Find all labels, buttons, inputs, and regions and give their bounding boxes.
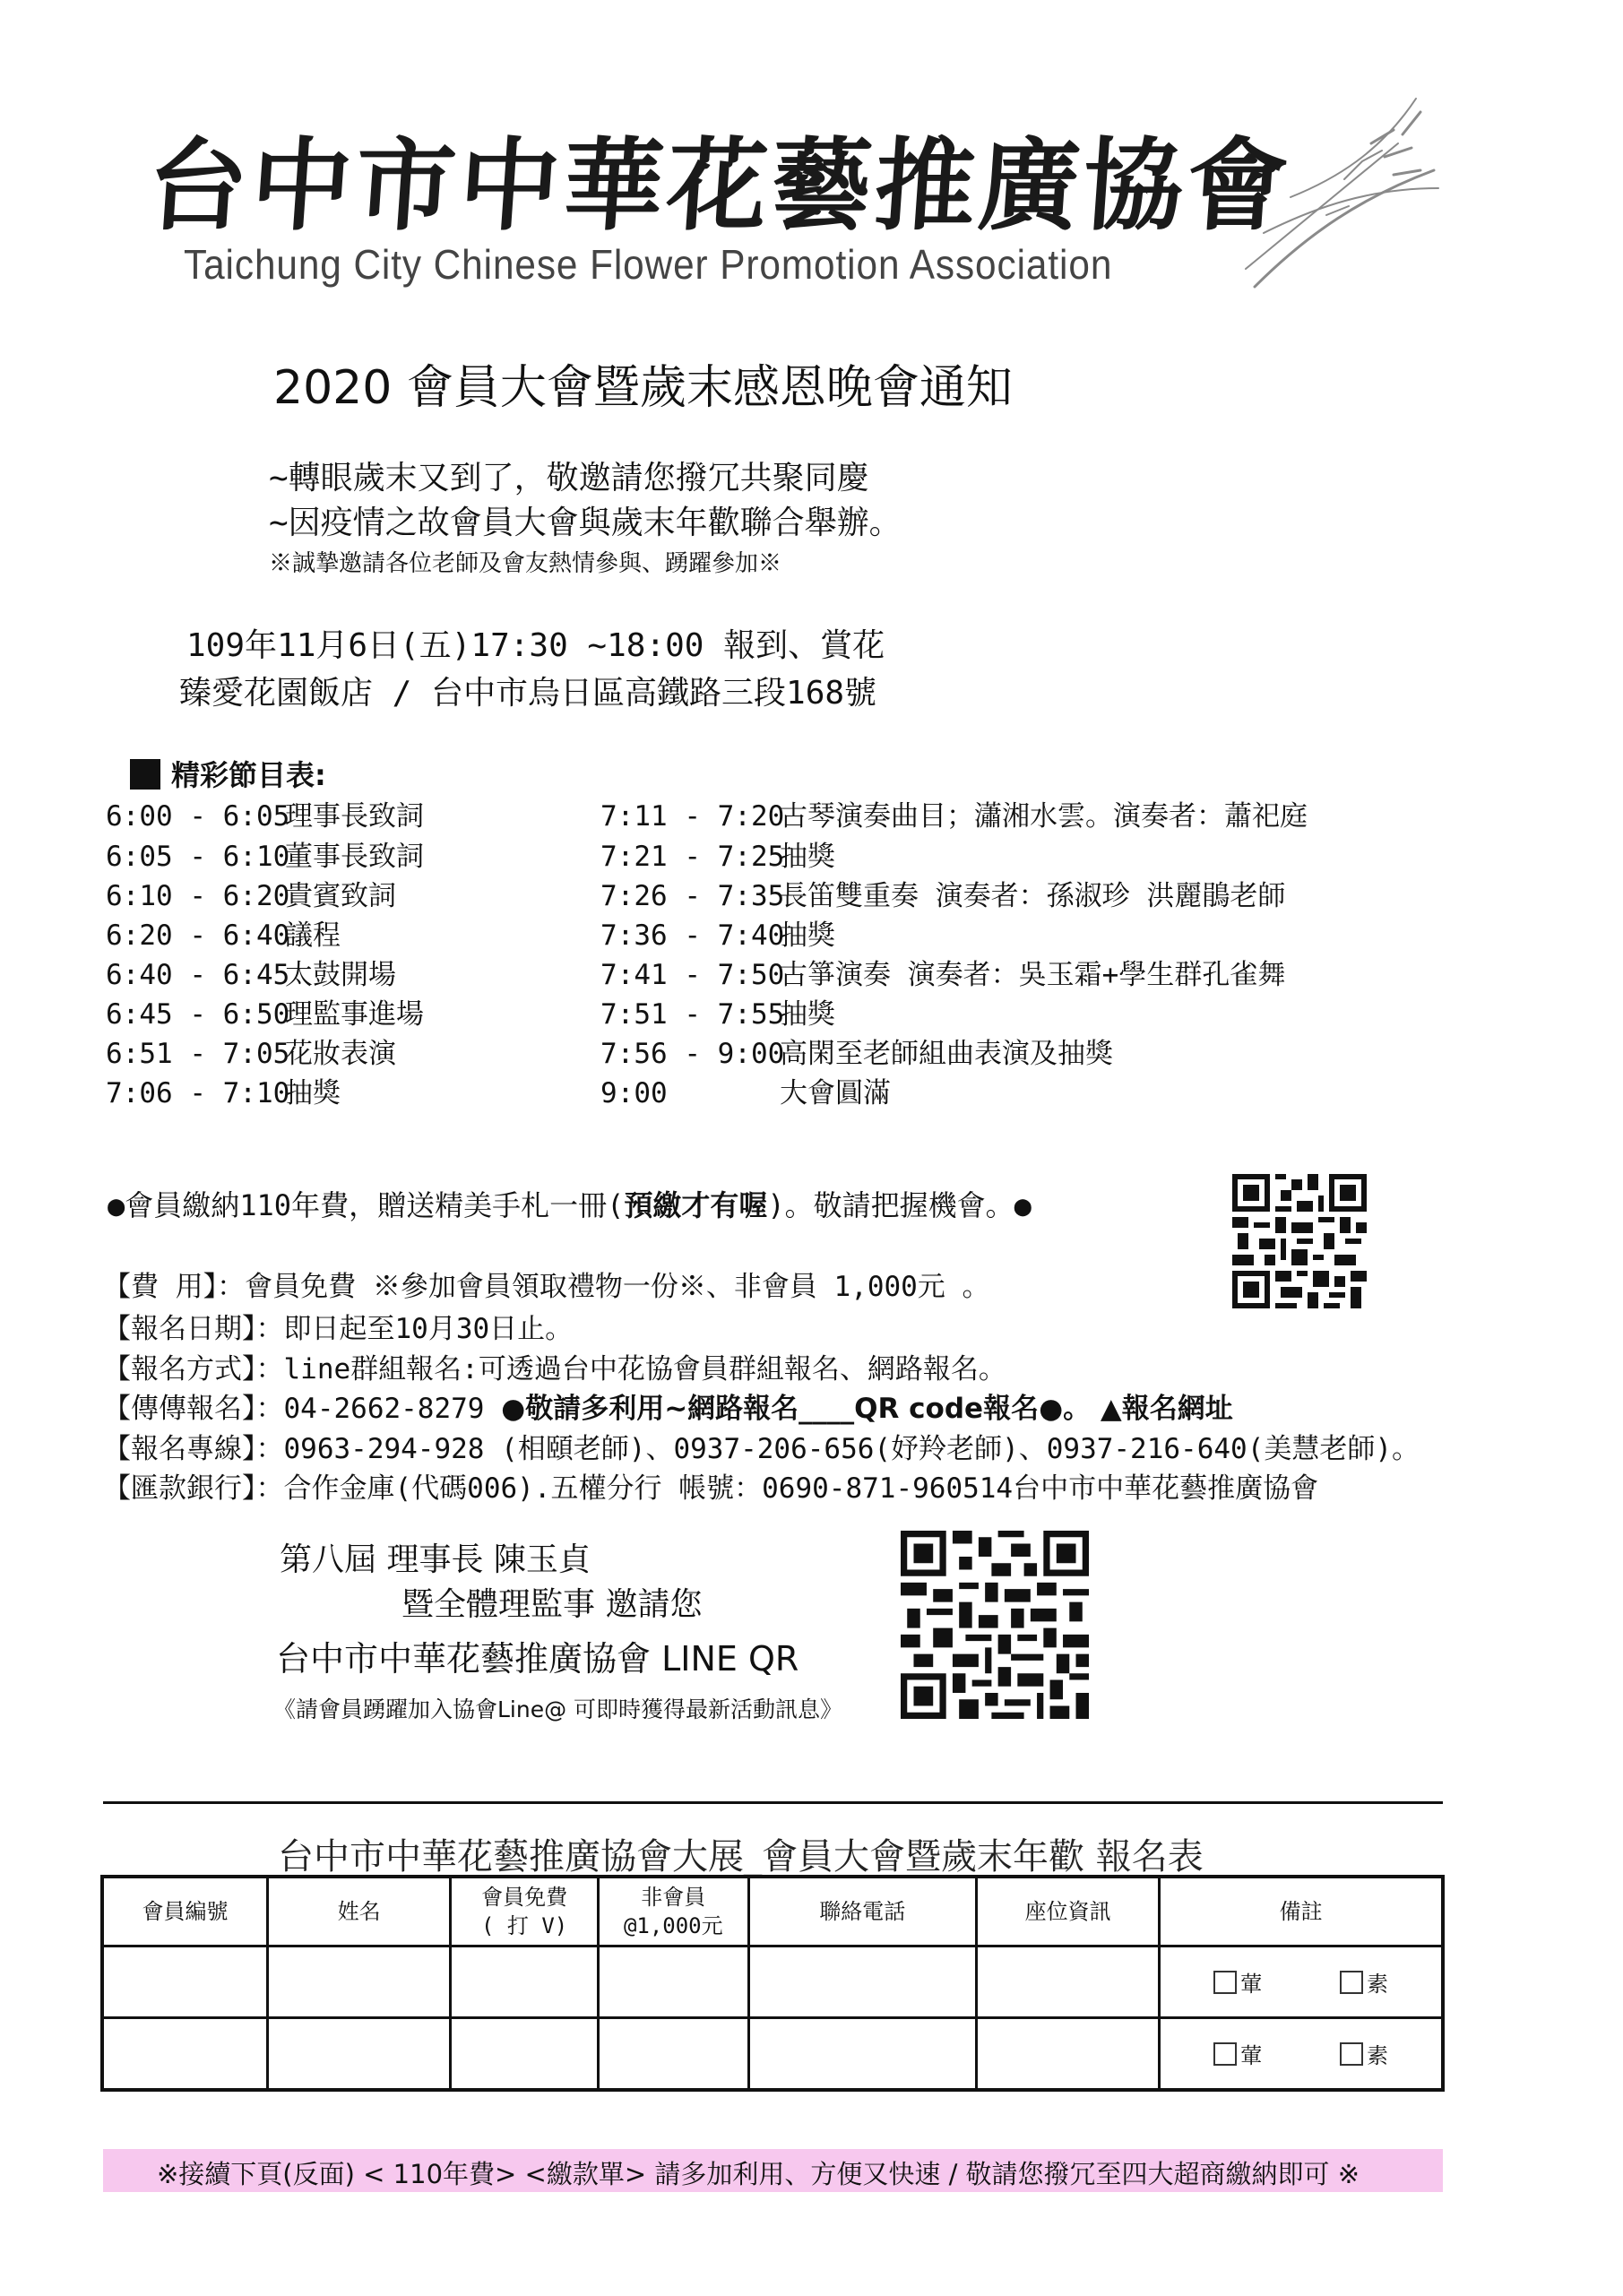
program-row: 7:41 - 7:50古箏演奏 演奏者：吳玉霜+學生群孔雀舞 bbox=[600, 959, 1286, 991]
seat-cell[interactable] bbox=[976, 1946, 1159, 2018]
phone-cell[interactable] bbox=[748, 1946, 976, 2018]
table-header-row bbox=[102, 1877, 1443, 1946]
seat-cell[interactable] bbox=[976, 2018, 1159, 2091]
program-row: 6:51 - 7:05花妝表演 bbox=[106, 1038, 396, 1070]
program-row: 6:40 - 6:45太鼓開場 bbox=[106, 959, 396, 991]
table-row bbox=[102, 2018, 1443, 2091]
deadline-info: 【報名日期】：即日起至10月30日止。 bbox=[103, 1313, 574, 1345]
program-row: 6:20 - 6:40議程 bbox=[106, 919, 341, 952]
program-row: 7:26 - 7:35長笛雙重奏 演奏者：孫淑珍 洪麗鵑老師 bbox=[600, 880, 1286, 912]
registration-qr-code[interactable] bbox=[1232, 1174, 1367, 1308]
method-info: 【報名方式】：line群組報名:可透過台中花協會員群組報名、網路報名。 bbox=[103, 1353, 1006, 1385]
col-seat: 座位資訊 bbox=[976, 1877, 1159, 1946]
section-divider bbox=[103, 1801, 1443, 1804]
program-row: 6:10 - 6:20貴賓致詞 bbox=[106, 880, 396, 912]
phone-cell[interactable] bbox=[748, 2018, 976, 2091]
non-member-cell[interactable] bbox=[598, 2018, 748, 2091]
program-row: 7:51 - 7:55抽獎 bbox=[600, 998, 835, 1031]
col-phone: 聯絡電話 bbox=[748, 1877, 976, 1946]
hotline-info: 【報名專線】：0963-294-928 (相頤老師)、0937-206-656(妤羚老師)、0937-216-640(美慧老師)。 bbox=[103, 1433, 1420, 1465]
notice-title: 2020 會員大會暨歲末感恩晚會通知 bbox=[273, 361, 1013, 415]
program-row: 7:21 - 7:25抽獎 bbox=[600, 841, 835, 873]
member-id-cell[interactable] bbox=[102, 1946, 267, 2018]
online-registration-link[interactable]: ●敬請多利用~網路報名____QR code報名●。 ▲報名網址 bbox=[501, 1393, 1233, 1425]
meat-checkbox[interactable] bbox=[1213, 2042, 1237, 2066]
form-title: 台中市中華花藝推廣協會大展_會員大會暨歲末年歡 報名表 bbox=[278, 1836, 1204, 1877]
veg-checkbox[interactable] bbox=[1340, 2042, 1363, 2066]
line-qr-code[interactable] bbox=[901, 1531, 1089, 1719]
member-free-cell[interactable] bbox=[451, 2018, 599, 2091]
col-remarks: 備註 bbox=[1160, 1877, 1443, 1946]
col-member-free: 會員免費 ( 打 V) bbox=[451, 1877, 599, 1946]
orchid-illustration bbox=[1237, 90, 1443, 296]
org-name-en: Taichung City Chinese Flower Promotion Association bbox=[184, 241, 1113, 288]
registration-form-table bbox=[100, 1875, 1445, 2092]
board-invitation: 暨全體理監事 邀請您 bbox=[401, 1586, 703, 1623]
program-row: 6:45 - 6:50理監事進場 bbox=[106, 998, 424, 1031]
name-cell[interactable] bbox=[267, 1946, 450, 2018]
bank-info: 【匯款銀行】：合作金庫(代碼006).五權分行 帳號：0690-871-960514台中市中華花藝推廣協會 bbox=[103, 1472, 1319, 1505]
program-row: 6:05 - 6:10董事長致詞 bbox=[106, 841, 424, 873]
event-datetime: 109年11月6日(五)17:30 ~18:00 報到、賞花 bbox=[186, 627, 885, 664]
intro-line: ~轉眼歲末又到了，敬邀請您撥冗共聚同慶 bbox=[269, 460, 869, 496]
line-note: 《請會員踴躍加入協會Line@ 可即時獲得最新活動訊息》 bbox=[273, 1696, 843, 1722]
dues-notice: ●會員繳納110年費，贈送精美手札一冊(預繳才有喔)。敬請把握機會。● bbox=[108, 1188, 1032, 1222]
intro-line: ~因疫情之故會員大會與歲末年歡聯合舉辦。 bbox=[269, 505, 902, 541]
program-row: 9:00 大會圓滿 bbox=[600, 1077, 891, 1109]
line-qr-label: 台中市中華花藝推廣協會 LINE QR bbox=[276, 1639, 799, 1679]
veg-checkbox[interactable] bbox=[1340, 1971, 1363, 1994]
member-free-cell[interactable] bbox=[451, 1946, 599, 2018]
chairperson-signature: 第八屆 理事長 陳玉貞 bbox=[280, 1541, 591, 1578]
remarks-cell: 葷 素 bbox=[1160, 1946, 1443, 2018]
program-row: 7:11 - 7:20古琴演奏曲目；瀟湘水雲。演奏者：蕭祀庭 bbox=[600, 800, 1308, 833]
col-member-id: 會員編號 bbox=[102, 1877, 267, 1946]
non-member-cell[interactable] bbox=[598, 1946, 748, 2018]
program-row: 7:06 - 7:10抽獎 bbox=[106, 1077, 341, 1109]
program-heading: 精彩節目表: bbox=[130, 753, 326, 794]
member-id-cell[interactable] bbox=[102, 2018, 267, 2091]
table-row bbox=[102, 1946, 1443, 2018]
org-name-zh: 台中市中華花藝推廣協會 bbox=[142, 127, 1295, 245]
footer-text: ※接續下頁(反面) < 110年費> <繳款單> 請多加利用、方便又快速 / 敬請您撥冗至四大超商繳納即可 ※ bbox=[157, 2159, 1360, 2189]
intro-invitation: ※誠摯邀請各位老師及會友熱情參與、踴躍參加※ bbox=[269, 550, 782, 577]
col-non-member: 非會員 @1,000元 bbox=[598, 1877, 748, 1946]
program-row: 7:36 - 7:40抽獎 bbox=[600, 919, 835, 952]
fax-info: 【傳傳報名】：04-2662-8279 ●敬請多利用~網路報名____QR code報名●。 ▲報名網址 bbox=[103, 1393, 1233, 1425]
name-cell[interactable] bbox=[267, 2018, 450, 2091]
col-name: 姓名 bbox=[267, 1877, 450, 1946]
program-row: 6:00 - 6:05理事長致詞 bbox=[106, 800, 424, 833]
square-bullet-icon bbox=[130, 759, 160, 790]
remarks-cell: 葷 素 bbox=[1160, 2018, 1443, 2091]
event-venue: 臻愛花園飯店 / 台中市烏日區高鐵路三段168號 bbox=[179, 675, 877, 712]
program-row: 7:56 - 9:00高閑至老師組曲表演及抽獎 bbox=[600, 1038, 1113, 1070]
meat-checkbox[interactable] bbox=[1213, 1971, 1237, 1994]
fee-info: 【費 用】：會員免費 ※參加會員領取禮物一份※、非會員 1,000元 。 bbox=[103, 1271, 990, 1303]
